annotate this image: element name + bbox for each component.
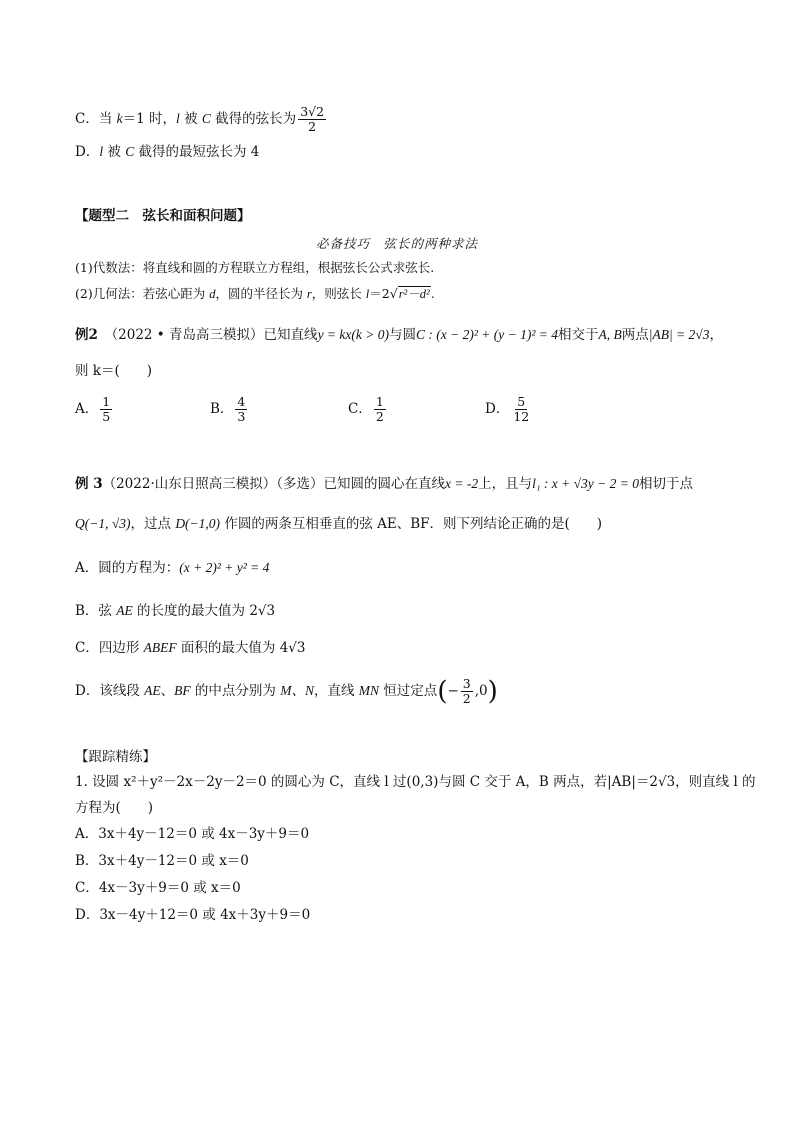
separator: 、 (160, 683, 175, 699)
practice-option-a: A．3x＋4y－12＝0 或 4x－3y＋9＝0 (75, 826, 310, 842)
option-label: D． (485, 401, 510, 417)
example-3-text: ，过点 (130, 516, 176, 532)
option-d-mid: 被 (103, 144, 126, 160)
var-r: r (306, 287, 312, 301)
fraction-numerator: 1 (102, 394, 111, 409)
option-d-suffix: 截得的最短弦长为 4 (134, 144, 260, 160)
option-d-text: 的中点分别为 (190, 683, 281, 699)
example-3-option-b (75, 601, 275, 621)
example-2-option-a (75, 395, 114, 424)
circle-equation: (x + 2)² + y² = 4 (179, 560, 270, 575)
practice-q1-line-1: 1. 设圆 x²＋y²－2x－2y－2＝0 的圆心为 C，直线 l 过(0,3)与圆 C 交于 A，B 两点，若|AB|＝2√3，则直线 l 的 (75, 774, 756, 790)
example-3-option-a (75, 558, 269, 578)
fraction-numerator: 3√2 (300, 104, 325, 119)
practice-option-c: C．4x－3y＋9＝0 或 x＝0 (75, 880, 241, 896)
example-2-text: （2022 • 青岛高三模拟）已知直线 (111, 327, 318, 343)
practice-q1-line-2: 方程为( ) (75, 800, 154, 816)
fraction-numerator: 5 (517, 394, 526, 409)
example-3-text: （2022·山东日照高三模拟）（多选）已知圆的圆心在直线 (102, 476, 445, 492)
example-2-line-1 (75, 325, 723, 345)
fraction-denominator: 2 (462, 691, 471, 706)
var-c: C (201, 111, 211, 126)
example-2-option-c (348, 395, 388, 424)
quadrilateral-abef: ABEF (143, 640, 177, 655)
tip-2-eq: ＝2 (369, 286, 390, 301)
line-x-eq: x = -2 (445, 476, 479, 491)
left-paren: ( (437, 676, 448, 707)
example-2-text: ， (709, 327, 723, 343)
fraction-numerator: 3 (462, 676, 471, 691)
option-d-text: 恒过定点 (379, 683, 438, 699)
fraction-denominator: 2 (375, 409, 384, 424)
option-c-text: 面积的最大值为 (176, 640, 280, 656)
tip-2-mid: ，圆的半径长为 (215, 286, 307, 301)
option-b-prefix: B．弦 (75, 603, 117, 619)
example-3-text: 作圆的两条互相垂直的弦 AE、BF．则下列结论正确的是( ) (220, 516, 603, 532)
option-a-prefix: A．圆的方程为： (75, 560, 180, 576)
fraction-denominator: 2 (308, 119, 317, 134)
segment-ae: AE (144, 683, 161, 698)
option-b-text: 的长度的最大值为 (132, 603, 250, 619)
option-d-line (75, 142, 259, 162)
point-d: D(−1,0) (175, 516, 221, 531)
line-equation: y = kx(k > 0) (317, 327, 389, 342)
fraction-numerator: 4 (237, 394, 246, 409)
point-q: Q(−1, √3) (75, 516, 131, 531)
points-ab: A, B (598, 327, 622, 342)
line-l1-equation: l₁ : x + √3y − 2 = 0 (532, 476, 640, 491)
option-d-prefix: D． (75, 144, 100, 160)
option-c-prefix: C．当 (75, 111, 117, 127)
example-3-line-1 (75, 474, 693, 494)
option-d-text: ，直线 (313, 683, 359, 699)
practice-title: 【跟踪精练】 (75, 749, 156, 765)
fraction-denominator: 12 (513, 409, 530, 424)
option-label: A． (75, 401, 99, 417)
option-d-prefix: D．该线段 (75, 683, 145, 699)
tip-2: (2)几何法：若弦心距为 d，圆的半径长为 r，则弦长 l＝2√r²－d². (75, 286, 435, 301)
line-mn: MN (358, 683, 380, 698)
option-c-suffix: 截得的弦长为 (210, 111, 297, 127)
example-2-text: 两点 (621, 327, 649, 343)
option-b-value: 2√3 (249, 603, 276, 619)
tips-title: 必备技巧 弦长的两种求法 (315, 236, 478, 251)
example-3-line-2 (75, 514, 602, 534)
minus-sign: − (447, 683, 459, 699)
fraction-denominator: 3 (237, 409, 246, 424)
tip-2-end: . (430, 286, 435, 301)
fraction-numerator: 1 (375, 394, 384, 409)
option-c-prefix: C．四边形 (75, 640, 144, 656)
abs-ab: |AB| = 2√3 (648, 327, 710, 342)
example-2-text: 与圆 (389, 327, 416, 343)
example-3-text: 上，且与 (478, 476, 533, 492)
example-2-line-2: 则 k＝( ) (75, 363, 153, 379)
fraction-denominator: 5 (102, 409, 111, 424)
tip-2-mid2: ，则弦长 (311, 286, 366, 301)
option-label: C． (348, 401, 372, 417)
tip-2-prefix: (2)几何法：若弦心距为 (75, 286, 210, 301)
example-2-label: 例2 (75, 327, 98, 343)
example-3-option-c (75, 638, 306, 658)
example-3-label: 例 3 (75, 476, 103, 492)
example-2-text: 相交于 (558, 327, 599, 343)
circle-equation: C : (x − 2)² + (y − 1)² = 4 (416, 327, 559, 342)
point-y: ,0 (474, 683, 488, 699)
practice-option-b: B．3x＋4y－12＝0 或 x＝0 (75, 853, 249, 869)
var-d: d (209, 287, 216, 301)
option-c-mid: 被 (179, 111, 202, 127)
right-paren: ) (487, 676, 498, 707)
var-l: l (176, 111, 180, 126)
sqrt-radicand: r²－d² (398, 287, 430, 301)
section-title: 【题型二 弦长和面积问题】 (75, 208, 251, 224)
example-3-text: 相切于点 (639, 476, 694, 492)
example-3-option-d (75, 677, 498, 706)
option-c-fraction (298, 105, 326, 134)
option-c-eq: ＝1 时， (122, 111, 177, 127)
tip-1: (1)代数法：将直线和圆的方程联立方程组，根据弦长公式求弦长. (75, 260, 435, 275)
option-c-value: 4√3 (279, 640, 306, 656)
option-label: B． (210, 401, 234, 417)
segment-bf: BF (174, 683, 191, 698)
var-l: l (365, 287, 370, 301)
midpoints-mn: M、N (280, 683, 314, 698)
example-2-option-d (485, 395, 533, 424)
example-2-option-b (210, 395, 249, 424)
var-l: l (99, 144, 104, 159)
var-c: C (125, 144, 135, 159)
practice-option-d: D．3x－4y＋12＝0 或 4x＋3y＋9＝0 (75, 907, 311, 923)
option-c-line (75, 105, 328, 134)
var-k: k (116, 111, 123, 126)
segment-ae: AE (116, 603, 133, 618)
